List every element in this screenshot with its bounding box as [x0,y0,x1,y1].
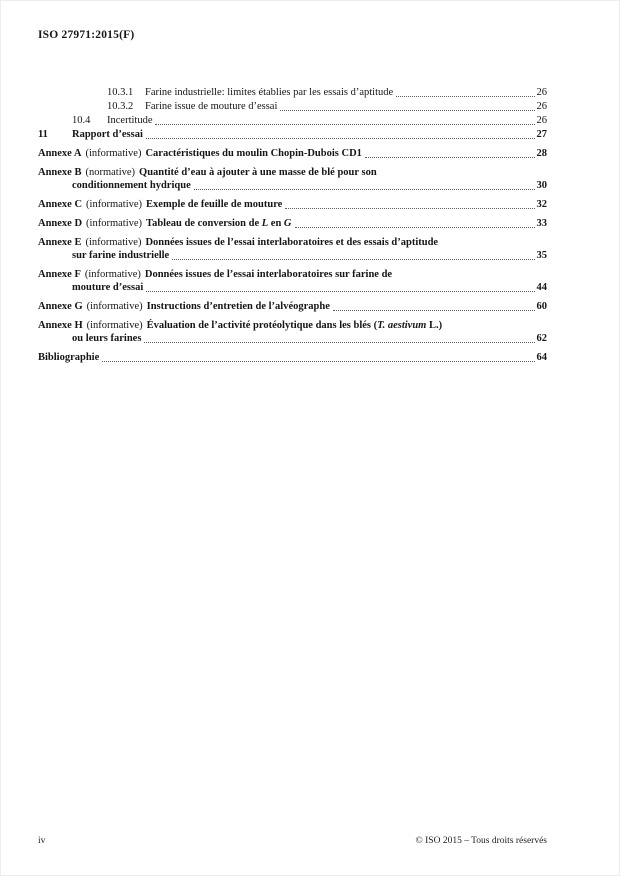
title-fragment: Tableau de conversion de [146,218,262,229]
toc-entry-number: 10.4 [72,115,91,126]
toc-line [38,147,547,160]
toc-line-continuation [38,249,547,262]
toc-entry-page: 64 [536,352,547,363]
dot-leader [365,157,535,158]
page-footer [38,836,547,846]
dot-leader [144,342,534,343]
annexe-label: Annexe G [38,301,83,312]
dot-leader [102,361,534,362]
annexe-qualifier: (normative) [85,167,136,178]
dot-leader [146,291,534,292]
toc-entry-page: 35 [536,250,547,261]
dot-leader [155,124,534,125]
annexe-qualifier: (informative) [85,148,142,159]
toc-entry-page: 26 [536,87,547,98]
title-fragment-italic: L [261,218,269,229]
toc-entry-page: 30 [536,180,547,191]
annexe-label: Annexe F [38,269,81,280]
toc-entry-page: 26 [536,115,547,126]
toc-entry-11 [38,128,547,141]
copyright-notice: © ISO 2015 – Tous droits réservés [415,836,547,846]
annexe-label: Annexe D [38,218,83,229]
toc-line [38,236,547,249]
toc-entry-annexe-b [38,166,547,192]
toc-entry-annexe-a [38,147,547,160]
toc-line [38,300,547,313]
annexe-qualifier: (informative) [86,199,143,210]
toc-entry-annexe-g [38,300,547,313]
toc-line [38,351,547,364]
dot-leader [285,208,534,209]
toc-entry-page: 28 [536,148,547,159]
toc-entry-page: 26 [536,101,547,112]
toc-line [38,128,547,141]
title-fragment: en [268,218,284,229]
toc-line-continuation [38,332,547,345]
toc-line [107,86,547,99]
toc-entry-title: Quantité d’eau à ajouter à une masse de blé pour son [139,167,377,178]
annexe-qualifier: (informative) [86,301,143,312]
dot-leader [146,138,535,139]
toc-line-continuation [38,281,547,294]
toc-entry-title: Farine issue de mouture d’essai [145,101,278,112]
dot-leader [172,259,534,260]
title-fragment-italic: G [283,218,292,229]
annexe-qualifier: (informative) [85,237,142,248]
toc-entry-title: Caractéristiques du moulin Chopin-Dubois CD1 [145,148,362,159]
annexe-label: Annexe A [38,148,82,159]
toc-entry-title-continued: ou leurs farines [72,333,142,344]
toc-entry-title: Données issues de l’essai interlaboratoires sur farine de [144,269,393,280]
toc-entry-number: 11 [38,129,48,140]
toc-entry-title [146,217,291,230]
dot-leader [333,310,535,311]
toc-entry-page: 27 [536,129,547,140]
annexe-qualifier: (informative) [86,218,143,229]
toc-entry-page: 33 [536,218,547,229]
toc-entry-page: 44 [536,282,547,293]
toc-entry-title-continued: sur farine industrielle [72,250,170,261]
folio-page-number: iv [38,836,46,846]
toc-entry-annexe-h [38,319,547,345]
toc-line [107,100,547,113]
toc-entry-title: Bibliographie [38,352,100,363]
toc-entry-title: Incertitude [107,115,153,126]
toc-line-continuation [38,179,547,192]
toc-entry-10-3-2 [38,100,547,113]
toc-entry-page: 60 [536,301,547,312]
toc-entry-title: Exemple de feuille de mouture [146,199,283,210]
toc-line [72,114,547,127]
annexe-label: Annexe H [38,320,83,331]
toc-entry-10-4 [38,114,547,127]
toc-entry-title: Rapport d’essai [72,129,143,140]
annexe-qualifier: (informative) [86,320,143,331]
toc-line [38,198,547,211]
annexe-label: Annexe B [38,167,82,178]
title-fragment-italic: T. aestivum [377,320,427,331]
toc-entry-title: Farine industrielle: limites établies par les essais d’aptitude [145,87,394,98]
toc-entry-number: 10.3.2 [107,101,134,112]
annexe-label: Annexe C [38,199,83,210]
title-fragment: Évaluation de l’activité protéolytique dans les blés ( [146,320,378,331]
toc-entry-annexe-c [38,198,547,211]
toc-entry-page: 32 [536,199,547,210]
toc-entry-annexe-e [38,236,547,262]
toc-entry-annexe-d [38,217,547,230]
toc-entry-number: 10.3.1 [107,87,134,98]
document-number: ISO 27971:2015(F) [38,29,135,41]
dot-leader [194,189,535,190]
toc-entry-bibliographie [38,351,547,364]
toc-entry-10-3-1 [38,86,547,99]
toc-line [38,166,547,179]
title-fragment: L.) [426,320,443,331]
dot-leader [396,96,534,97]
toc-line [38,217,547,230]
toc-entry-title: Données issues de l’essai interlaboratoires et des essais d’aptitude [145,237,439,248]
toc-entry-title-continued: conditionnement hydrique [72,180,191,191]
toc-entry-annexe-f [38,268,547,294]
toc-line [38,319,547,332]
toc-entry-page: 62 [536,333,547,344]
toc-entry-title: Instructions d’entretien de l’alvéographe [146,301,330,312]
toc-entry-title-continued: mouture d’essai [72,282,144,293]
toc-line [38,268,547,281]
annexe-label: Annexe E [38,237,82,248]
dot-leader [280,110,534,111]
table-of-contents [38,86,547,370]
toc-entry-title [147,319,442,332]
dot-leader [295,227,535,228]
annexe-qualifier: (informative) [84,269,141,280]
